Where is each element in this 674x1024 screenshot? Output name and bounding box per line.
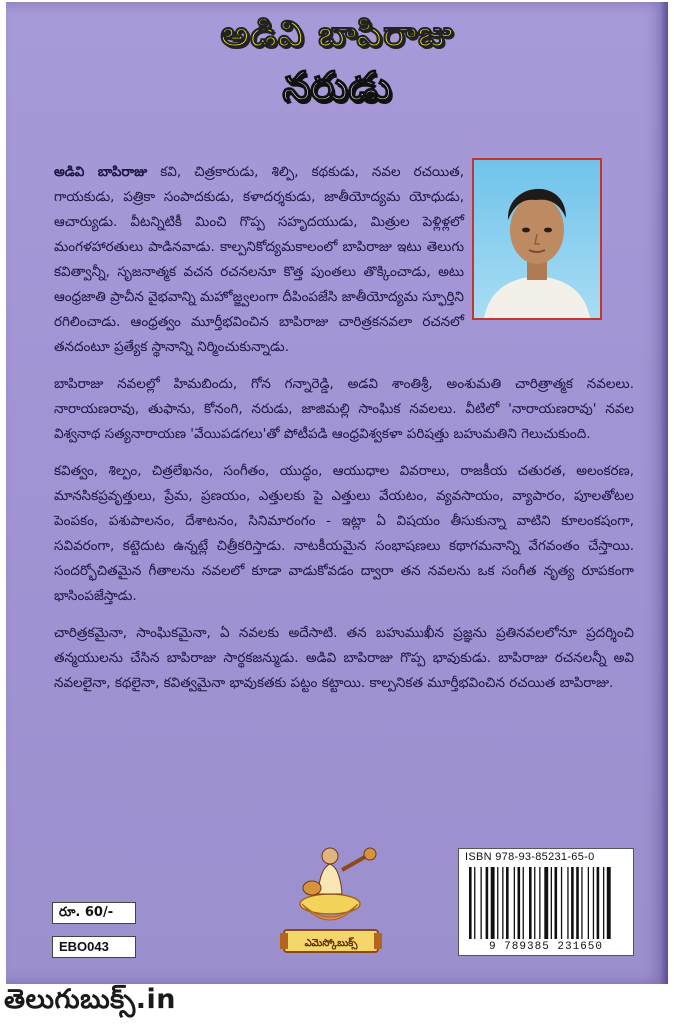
author-name: అడివి బాపిరాజు: [220, 14, 454, 55]
blurb-paragraph-2: బాపిరాజు నవలల్లో హిమబిందు, గోన గన్నారెడ్డి, అడవి శాంతిశ్రీ, అంశుమతి చారిత్రాత్మక నవలలు. నారాయణరావు, తుఫాను, కోనంగి, నరుడు, జాజిమల్లి సాంఘిక నవలలు. వీటిలో 'నారాయణరావు' నవల విశ్వనాథ సత్యనారాయణ 'వేయిపడగలు'తో పోటీపడి ఆంధ్రవిశ్వకళా పరిషత్తు బహుమతిని గెలుచుకుంది.: [54, 376, 634, 442]
price-tag: రూ. 60/-: [52, 902, 136, 924]
blurb-paragraph-3: కవిత్వం, శిల్పం, చిత్రలేఖనం, సంగీతం, యుద్ధం, ఆయుధాల వివరాలు, రాజకీయ చతురత, అలంకరణ, మానసికప్రవృత్తులు, ప్రేమ, ప్రణయం, ఎత్తులకు పై ఎత్తులు వేయటం, వ్యవసాయం, వ్యాపారం, పూలతోటల పెంపకం, పశుపాలనం, దేశాటనం, సినిమారంగం - ఇట్లా ఏ విషయం తీసుకున్నా వాటిని కూలంకషంగా, సవివరంగా, కట్టెదుట ఉన్నట్లే చిత్రీకరిస్తాడు. నాటకీయమైన సంభాషణలు కథాగమనాన్ని వేగవంతం చేస్తాయి. సందర్భోచితమైన గీతాలను నవలలో కూడా వాడుకోవడం ద్వారా తన నవలను ఒక సంగీత నృత్య రూపకంగా భాసింపజేస్తాడు.: [54, 463, 634, 604]
book-code: EBO043: [52, 936, 136, 958]
barcode-bars: [467, 867, 625, 939]
site-watermark: తెలుగుబుక్స్.in: [4, 984, 176, 1015]
isbn-barcode: [458, 848, 634, 956]
publisher-logo: [278, 834, 384, 958]
publisher-name: ఎమెస్కోబుక్స్: [304, 938, 358, 949]
isbn-number: ISBN 978-93-85231-65-0: [465, 851, 595, 863]
blurb-paragraph-4: చారిత్రకమైనా, సాంఘికమైనా, ఏ నవలకు అదేసాటి. తన బహుముఖీన ప్రజ్ఞను ప్రతినవలలోనూ ప్రదర్శించి తన్మయులను చేసిన బాపిరాజు సార్థకజన్ముడు. అడివి బాపిరాజు గొప్ప భావుకుడు. బాపిరాజు రచనలన్నీ అవి నవలలైనా, కథలైనా, కవిత్వమైనా భావుకతకు పట్టం కట్టాయి. కాల్పనికత మూర్తీభవించిన రచయిత బాపిరాజు.: [54, 625, 634, 691]
blurb-text-1: కవి, చిత్రకారుడు, శిల్పి, కథకుడు, నవల రచయిత, గాయకుడు, పత్రికా సంపాదకుడు, కళాదర్శకుడు, జాతీయోద్యమ యోధుడు, ఆచార్యుడు. వీటన్నిటికీ మించి గొప్ప సహృదయుడు, మిత్రుల పెళ్లిళ్లలో మంగళహారతులు పాడినవాడు. కాల్పనికోద్యమకాలంలో బాపిరాజు ఇటు తెలుగు కవిత్వాన్నీ, సృజనాత్మక వచన రచనలనూ కొత్త పుంతలు తొక్కించాడు, అటు ఆంధ్రజాతి ప్రాచీన వైభవాన్ని మహోజ్జ్వలంగా దీపింపజేసి జాతీయోద్యమ స్ఫూర్తిని రగిలించాడు. ఆంధ్రత్వం మూర్తీభవించిన బాపిరాజు చారిత్రకనవలా రచనలో తనదంటూ ప్రత్యేక స్థానాన్ని నిర్మించుకున్నాడు.: [54, 164, 464, 355]
blurb-paragraph-1: [54, 160, 464, 360]
book-title: నరుడు: [282, 64, 392, 110]
isbn-digits: 9 789385 231650: [488, 941, 604, 953]
blurb-lead: అడివి బాపిరాజు: [54, 164, 148, 180]
blurb: [54, 160, 634, 708]
spine-shade: [660, 2, 668, 984]
book-back-cover: [6, 2, 668, 984]
